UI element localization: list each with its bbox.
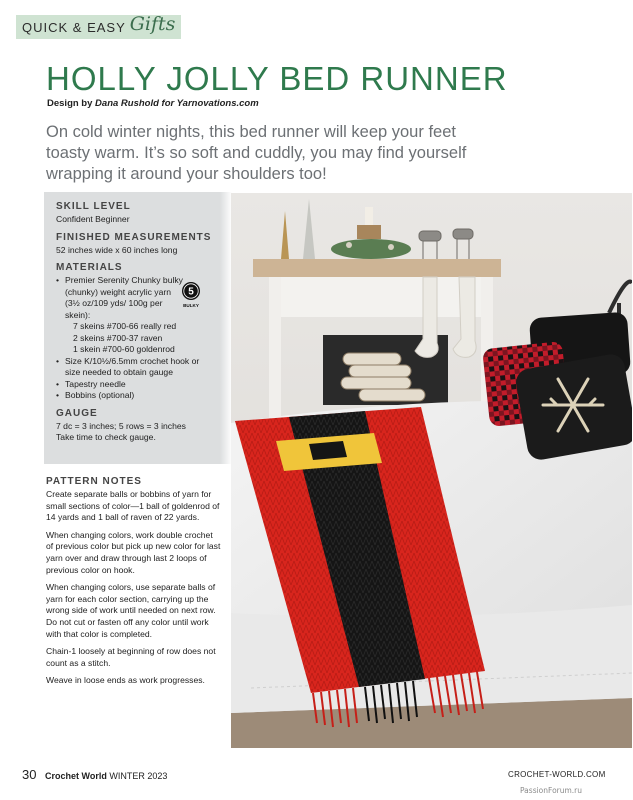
magazine-issue: WINTER 2023: [109, 771, 168, 781]
notes-paragraph: When changing colors, use separate balls of yarn for each color section, carrying up the wrong side of work until needed on next row. Do not cut or fasten off any color until work with that color is completed.: [46, 582, 216, 639]
magazine-name: Crochet World: [44, 771, 107, 781]
skill-value: Confident Beginner: [56, 214, 130, 224]
section-tag-box: [16, 15, 181, 39]
watermark: PassionForum.ru: [520, 786, 583, 795]
materials-heading: MATERIALS: [56, 262, 123, 273]
skill-heading: SKILL LEVEL: [56, 201, 131, 212]
byline: [47, 98, 259, 109]
material-item: • Size K/10½/6.5mm crochet hook or size needed to obtain gauge: [56, 356, 216, 379]
gauge-measure: 7 dc = 3 inches; 5 rows = 3 inches: [56, 420, 186, 431]
section-tag-script: Gifts: [129, 13, 176, 35]
notes-paragraph: Weave in loose ends as work progresses.: [46, 675, 205, 686]
material-item: • Tapestry needle: [56, 379, 184, 391]
section-tag: [16, 14, 181, 40]
materials-sidebar: [44, 192, 220, 464]
gauge-note: Take time to check gauge.: [56, 432, 156, 442]
yarn-weight-number: 5: [188, 286, 194, 298]
measure-value: 52 inches wide x 60 inches long: [56, 244, 178, 255]
intro-paragraph: On cold winter nights, this bed runner will keep your feet toasty warm. It’s so soft and cuddly, you may find yourself wrapping it around your shoulders too!: [46, 123, 467, 183]
byline-designer: Dana Rushold for Yarnovations.com: [95, 98, 259, 109]
materials-list: [56, 275, 200, 402]
byline-prefix: Design by: [47, 98, 93, 109]
yarn-weight-label: BULKY: [183, 303, 199, 308]
gauge-heading: GAUGE: [56, 407, 98, 419]
page-number: 30: [22, 767, 37, 782]
notes-heading: PATTERN NOTES: [46, 476, 142, 487]
notes-paragraph: When changing colors, work double crochet of previous color but pick up new color for last yarn over and draw through last 2 loops of previous color on hook.: [46, 529, 221, 575]
bed-runner-photo: [231, 193, 632, 748]
material-item: • Bobbins (optional): [56, 390, 184, 402]
measure-heading: FINISHED MEASUREMENTS: [56, 231, 212, 243]
yarn-weight-icon: [180, 281, 202, 309]
material-item: • Premier Serenity Chunky bulky (chunky) weight acrylic yarn (3½ oz/109 yds/ 100g per skein):: [56, 275, 184, 321]
notes-paragraph: Chain-1 loosely at beginning of row does not count as a stitch.: [46, 646, 216, 668]
material-item: 1 skein #700-60 goldenrod: [73, 344, 175, 354]
page-title: HOLLY JOLLY BED RUNNER: [46, 60, 508, 97]
bed-runner-illustration: [231, 193, 632, 748]
footer-left: [22, 767, 167, 782]
material-item: 7 skeins #700-66 really red: [73, 321, 177, 331]
material-item: 2 skeins #700-37 raven: [73, 332, 163, 343]
pattern-notes: [46, 476, 222, 693]
footer-website: CROCHET-WORLD.COM: [508, 770, 606, 779]
gauge-value: [56, 421, 220, 444]
section-tag-text: QUICK & EASY: [22, 19, 126, 35]
notes-paragraph: Create separate balls or bobbins of yarn for small sections of color—1 ball of goldenrod of 14 yards and 1 ball of raven of 22 yards.: [46, 489, 220, 523]
